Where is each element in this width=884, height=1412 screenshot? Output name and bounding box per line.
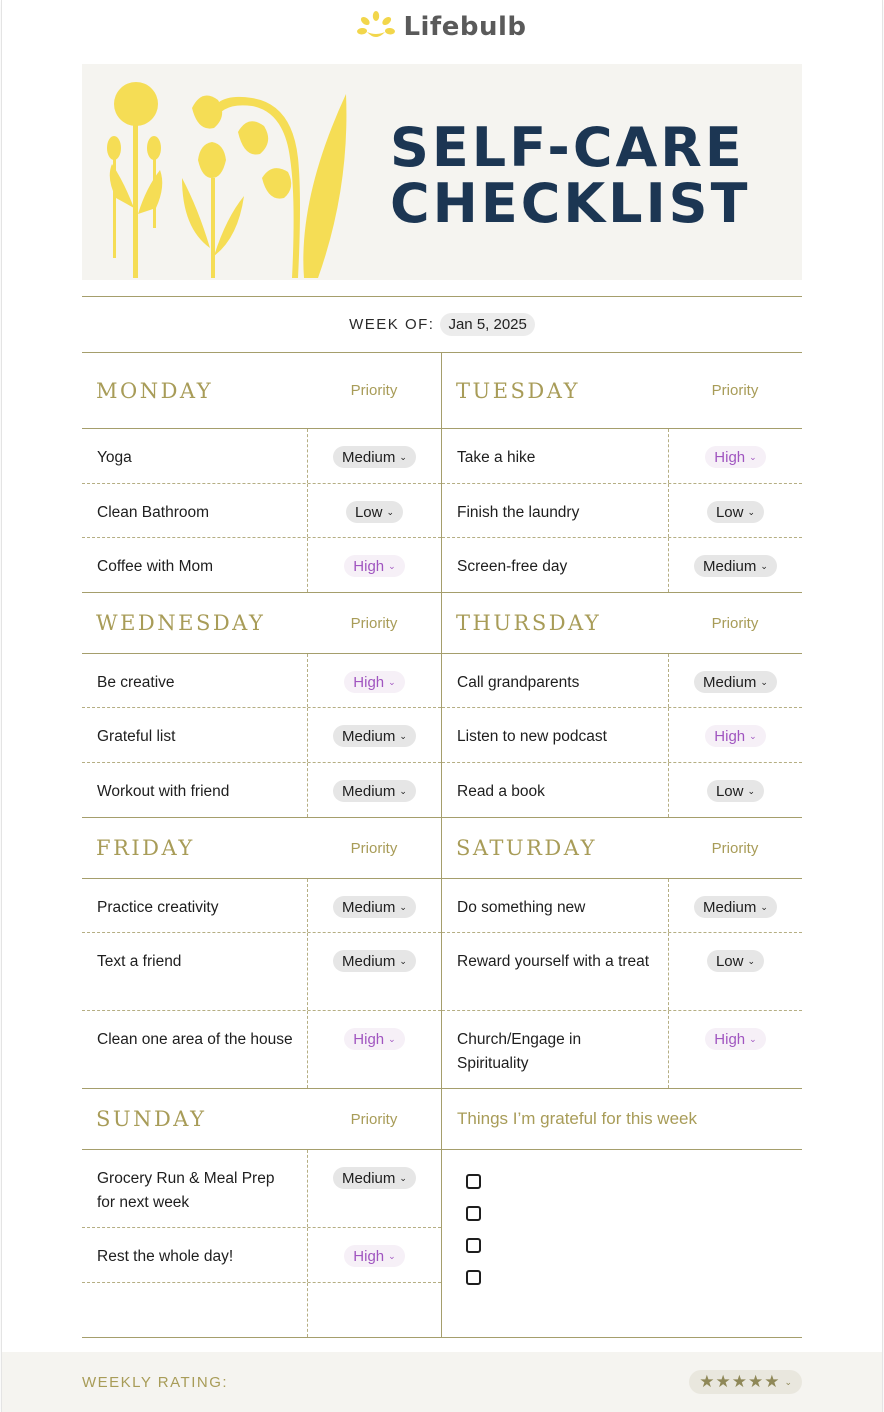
day-header xyxy=(82,818,441,879)
chevron-down-icon: ⌄ xyxy=(747,785,756,796)
grateful-checkbox[interactable] xyxy=(466,1238,481,1253)
priority-dropdown[interactable] xyxy=(333,725,416,747)
task-row xyxy=(442,933,802,1011)
chevron-down-icon: ⌄ xyxy=(399,785,407,796)
task-row xyxy=(82,654,441,708)
chevron-down-icon: ⌄ xyxy=(747,506,756,517)
priority-value: Medium xyxy=(342,898,396,916)
chevron-down-icon: ⌄ xyxy=(784,1376,792,1387)
weekly-rating-bar xyxy=(2,1352,882,1412)
task-text[interactable]: Grocery Run & Meal Prep for next week xyxy=(97,1170,275,1211)
task-text[interactable]: Clean one area of the house xyxy=(97,1031,293,1048)
task-row xyxy=(82,708,441,763)
task-row xyxy=(442,538,802,592)
day-name: WEDNESDAY xyxy=(96,611,266,635)
task-row xyxy=(82,933,441,1011)
task-text[interactable]: Read a book xyxy=(457,783,545,800)
priority-header: Priority xyxy=(711,382,759,399)
chevron-down-icon: ⌄ xyxy=(388,1250,396,1261)
priority-value: Medium xyxy=(703,898,757,916)
day-monday xyxy=(82,353,442,592)
task-row xyxy=(82,879,441,933)
brand-name: Lifebulb xyxy=(403,12,527,42)
priority-dropdown[interactable] xyxy=(344,1245,404,1267)
priority-header: Priority xyxy=(350,1110,398,1128)
day-name: FRIDAY xyxy=(96,836,195,860)
chevron-down-icon: ⌄ xyxy=(399,451,407,462)
task-row xyxy=(442,708,802,763)
priority-value: Medium xyxy=(342,1169,396,1187)
rating-dropdown[interactable] xyxy=(689,1370,802,1394)
brand-logo xyxy=(0,10,884,44)
priority-value: Medium xyxy=(342,782,396,800)
task-text[interactable] xyxy=(82,1283,307,1337)
priority-dropdown[interactable] xyxy=(694,671,777,693)
chevron-down-icon: ⌄ xyxy=(749,1033,757,1044)
priority-dropdown[interactable] xyxy=(705,446,765,468)
chevron-down-icon: ⌄ xyxy=(388,1033,396,1044)
hero-banner xyxy=(82,64,802,280)
priority-dropdown[interactable] xyxy=(344,671,404,693)
priority-value: Low xyxy=(715,782,744,800)
priority-dropdown[interactable] xyxy=(707,501,764,523)
priority-dropdown[interactable] xyxy=(333,950,416,972)
task-text[interactable]: Listen to new podcast xyxy=(457,728,607,745)
section-sun-grateful xyxy=(82,1089,802,1338)
priority-value: High xyxy=(353,1030,385,1048)
weekly-rating-label: WEEKLY RATING: xyxy=(82,1373,229,1391)
priority-value: Medium xyxy=(342,727,396,745)
priority-dropdown[interactable] xyxy=(344,555,404,577)
grateful-checkbox[interactable] xyxy=(466,1270,481,1285)
task-row xyxy=(82,538,441,592)
priority-dropdown[interactable] xyxy=(705,1028,765,1050)
task-text[interactable]: Be creative xyxy=(97,674,175,691)
chevron-down-icon: ⌄ xyxy=(399,901,407,912)
task-text[interactable]: Call grandparents xyxy=(457,674,580,691)
task-row xyxy=(442,429,802,484)
day-header xyxy=(82,353,441,429)
star-rating: ★★★★★ xyxy=(699,1372,781,1391)
section-wed-thu xyxy=(82,593,802,818)
priority-value: Medium xyxy=(342,952,396,970)
task-row xyxy=(82,1150,441,1228)
chevron-down-icon: ⌄ xyxy=(386,506,395,517)
task-row xyxy=(442,654,802,708)
priority-header: Priority xyxy=(350,614,398,632)
task-row xyxy=(82,429,441,484)
day-name: SATURDAY xyxy=(456,836,597,860)
day-name: MONDAY xyxy=(96,378,214,403)
day-name: THURSDAY xyxy=(456,611,602,635)
day-header xyxy=(82,593,441,654)
week-of-label: WEEK OF: xyxy=(349,316,435,333)
priority-header: Priority xyxy=(350,382,398,399)
chevron-down-icon: ⌄ xyxy=(399,730,407,741)
task-text[interactable]: Do something new xyxy=(457,899,586,916)
chevron-down-icon: ⌄ xyxy=(760,560,768,571)
task-row-empty xyxy=(82,1283,441,1337)
priority-value: Medium xyxy=(342,448,396,466)
chevron-down-icon: ⌄ xyxy=(749,730,757,741)
day-thursday xyxy=(442,593,802,817)
task-text[interactable]: Workout with friend xyxy=(97,783,230,800)
task-text[interactable]: Coffee with Mom xyxy=(97,558,214,575)
task-text[interactable]: Clean Bathroom xyxy=(97,504,210,521)
priority-header: Priority xyxy=(350,839,398,857)
task-text[interactable]: Practice creativity xyxy=(97,899,219,916)
priority-value: Low xyxy=(715,952,744,970)
priority-dropdown[interactable] xyxy=(333,446,416,468)
priority-value: Low xyxy=(715,503,744,521)
priority-dropdown[interactable] xyxy=(344,1028,404,1050)
priority-dropdown[interactable] xyxy=(333,780,416,802)
page-title xyxy=(390,116,751,235)
priority-value: High xyxy=(353,557,385,575)
section-mon-tue xyxy=(82,353,802,593)
chevron-down-icon: ⌄ xyxy=(747,955,756,966)
priority-value: High xyxy=(714,727,746,745)
priority-value: High xyxy=(353,673,385,691)
grateful-checkbox[interactable] xyxy=(466,1206,481,1221)
day-sunday xyxy=(82,1089,442,1337)
day-header xyxy=(442,593,802,654)
chevron-down-icon: ⌄ xyxy=(760,901,768,912)
day-header xyxy=(442,353,802,429)
week-date-field[interactable]: Jan 5, 2025 xyxy=(440,313,534,336)
priority-value: High xyxy=(714,1030,746,1048)
priority-value: High xyxy=(353,1247,385,1265)
day-header xyxy=(82,1089,441,1150)
task-row xyxy=(82,1011,441,1088)
priority-value: Medium xyxy=(703,673,757,691)
priority-header: Priority xyxy=(711,839,759,857)
task-text[interactable]: Take a hike xyxy=(457,449,536,466)
priority-dropdown[interactable] xyxy=(707,780,764,802)
task-row xyxy=(82,763,441,817)
task-text[interactable]: Grateful list xyxy=(97,728,176,745)
grateful-panel xyxy=(442,1089,802,1337)
task-text[interactable]: Text a friend xyxy=(97,953,182,970)
day-wednesday xyxy=(82,593,442,817)
priority-dropdown[interactable] xyxy=(694,555,777,577)
grateful-list xyxy=(442,1150,802,1285)
chevron-down-icon: ⌄ xyxy=(760,676,768,687)
priority-value: Medium xyxy=(703,557,757,575)
task-text[interactable]: Rest the whole day! xyxy=(97,1248,234,1265)
day-saturday xyxy=(442,818,802,1088)
task-row xyxy=(442,484,802,538)
priority-value: High xyxy=(714,448,746,466)
priority-dropdown[interactable] xyxy=(333,896,416,918)
priority-header: Priority xyxy=(711,614,759,632)
task-text[interactable]: Yoga xyxy=(97,449,132,466)
priority-dropdown[interactable] xyxy=(333,1167,416,1189)
grateful-title: Things I’m grateful for this week xyxy=(442,1089,802,1150)
day-friday xyxy=(82,818,442,1088)
day-header xyxy=(442,818,802,879)
chevron-down-icon: ⌄ xyxy=(399,1172,407,1183)
task-row xyxy=(82,1228,441,1283)
day-tuesday xyxy=(442,353,802,592)
chevron-down-icon: ⌄ xyxy=(388,560,396,571)
task-text[interactable]: Finish the laundry xyxy=(457,504,580,521)
week-of-row xyxy=(82,296,802,353)
section-fri-sat xyxy=(82,818,802,1089)
day-name: SUNDAY xyxy=(96,1107,207,1131)
title-line-1: SELF-CARE xyxy=(390,116,745,179)
chevron-down-icon: ⌄ xyxy=(399,955,407,966)
bulb-icon xyxy=(357,10,395,44)
priority-value: Low xyxy=(354,503,383,521)
chevron-down-icon: ⌄ xyxy=(388,676,396,687)
task-text[interactable]: Church/Engage in Spirituality xyxy=(457,1031,582,1072)
task-text[interactable]: Reward yourself with a treat xyxy=(457,953,650,970)
chevron-down-icon: ⌄ xyxy=(749,451,757,462)
priority-dropdown[interactable] xyxy=(694,896,777,918)
task-text[interactable]: Screen-free day xyxy=(457,558,568,575)
task-row xyxy=(442,879,802,933)
priority-cell-empty[interactable] xyxy=(307,1283,441,1337)
task-row xyxy=(442,1011,802,1088)
task-row xyxy=(82,484,441,538)
grateful-checkbox[interactable] xyxy=(466,1174,481,1189)
title-line-2: CHECKLIST xyxy=(390,172,751,235)
checklist-grid xyxy=(82,353,802,1338)
flowers-illustration xyxy=(102,78,352,280)
priority-dropdown[interactable] xyxy=(346,501,403,523)
priority-dropdown[interactable] xyxy=(707,950,764,972)
priority-dropdown[interactable] xyxy=(705,725,765,747)
day-name: TUESDAY xyxy=(456,378,580,403)
task-row xyxy=(442,763,802,817)
